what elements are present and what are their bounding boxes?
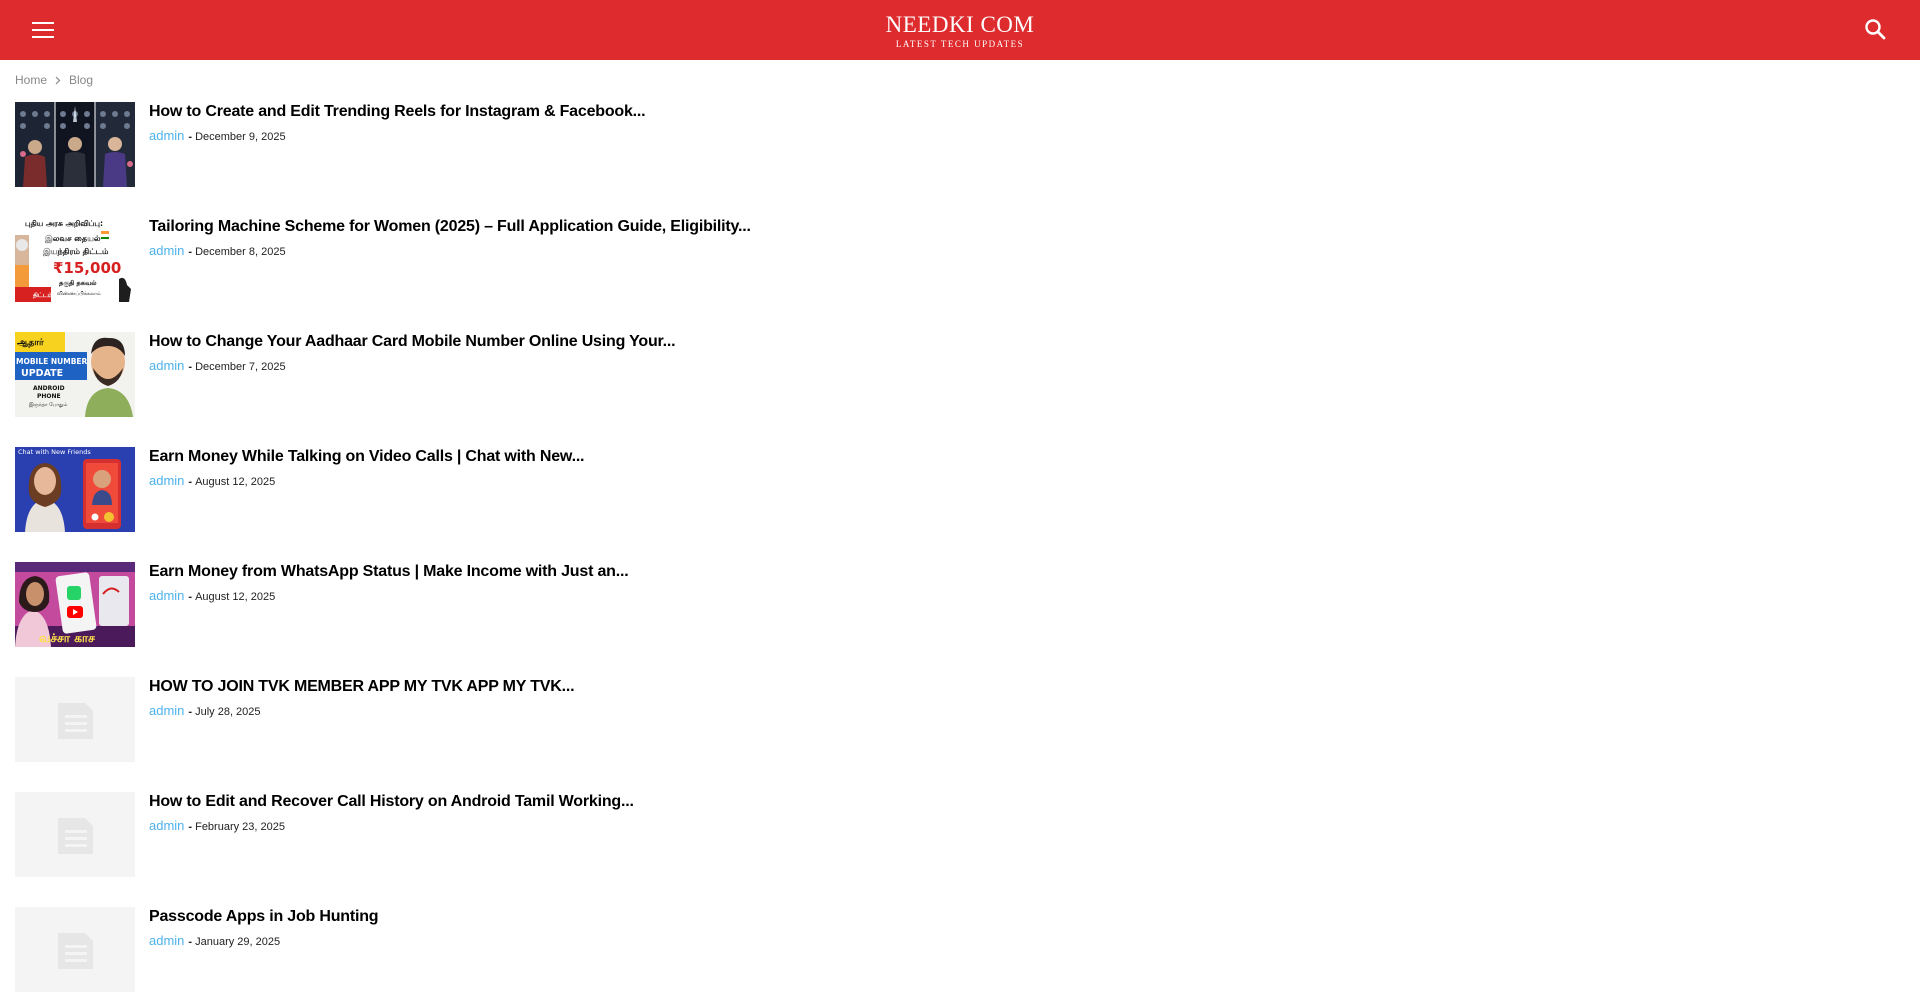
svg-text:PHONE: PHONE xyxy=(37,393,61,400)
post-thumbnail[interactable] xyxy=(15,562,135,647)
svg-text:₹15,000: ₹15,000 xyxy=(53,259,122,277)
post-thumbnail-placeholder[interactable] xyxy=(15,907,135,992)
post-title-link[interactable]: Passcode Apps in Job Hunting xyxy=(149,908,379,925)
svg-text:ANDROID: ANDROID xyxy=(33,385,65,392)
post-author-link[interactable]: admin xyxy=(149,473,185,488)
breadcrumb-home-link[interactable]: Home xyxy=(15,73,48,87)
post-meta: admin - August 12, 2025 xyxy=(149,473,276,488)
post-thumbnail[interactable] xyxy=(15,102,135,187)
post-thumbnail[interactable] xyxy=(15,332,135,417)
list-item xyxy=(15,217,1895,302)
post-author-link[interactable]: admin xyxy=(149,128,185,143)
post-date: December 9, 2025 xyxy=(195,131,286,143)
post-title-link[interactable]: How to Create and Edit Trending Reels for Instagram & Facebook... xyxy=(149,103,646,120)
post-author-link[interactable]: admin xyxy=(149,818,185,833)
post-date: August 12, 2025 xyxy=(195,591,276,603)
svg-text:வச்சா காச: வச்சா காச xyxy=(39,631,95,645)
list-item xyxy=(15,332,1895,417)
document-icon xyxy=(58,933,93,969)
svg-text:Chat with New Friends: Chat with New Friends xyxy=(18,448,91,456)
svg-text:இலவச தையல்: இலவச தையல் xyxy=(45,234,101,243)
post-title-link[interactable]: How to Edit and Recover Call History on Android Tamil Working... xyxy=(149,793,634,810)
list-item xyxy=(15,102,1895,187)
list-item xyxy=(15,447,1895,532)
site-title[interactable]: NEEDKI COM xyxy=(885,12,1035,37)
post-thumbnail-placeholder[interactable] xyxy=(15,792,135,877)
post-meta: admin - July 28, 2025 xyxy=(149,703,261,718)
svg-text:MOBILE NUMBER: MOBILE NUMBER xyxy=(16,357,88,366)
post-meta: admin - December 7, 2025 xyxy=(149,358,286,373)
post-title-link[interactable]: Earn Money from WhatsApp Status | Make Income with Just an... xyxy=(149,563,629,580)
svg-text:ஆதார்: ஆதார் xyxy=(17,338,44,348)
document-icon xyxy=(58,818,93,854)
post-meta: admin - January 29, 2025 xyxy=(149,933,281,948)
post-author-link[interactable]: admin xyxy=(149,243,185,258)
search-icon[interactable] xyxy=(1862,16,1890,44)
post-title-link[interactable]: HOW TO JOIN TVK MEMBER APP MY TVK APP MY TVK... xyxy=(149,678,575,695)
svg-text:தகுதி தகவல்: தகுதி தகவல் xyxy=(59,279,97,287)
list-item xyxy=(15,562,1895,647)
post-meta: admin - February 23, 2025 xyxy=(149,818,285,833)
thumb-badge-text: திட்டம் xyxy=(33,292,53,299)
post-thumbnail-placeholder[interactable] xyxy=(15,677,135,762)
svg-text:இருந்தா போதும்: இருந்தா போதும் xyxy=(29,402,68,408)
post-date: February 23, 2025 xyxy=(195,821,285,833)
svg-text:விண்ணப்பிக்கலாம்: விண்ணப்பிக்கலாம் xyxy=(57,291,101,297)
list-item xyxy=(15,677,1895,762)
post-date: July 28, 2025 xyxy=(195,706,261,718)
post-date: January 29, 2025 xyxy=(195,936,281,948)
post-author-link[interactable]: admin xyxy=(149,703,185,718)
document-icon xyxy=(58,703,93,739)
post-author-link[interactable]: admin xyxy=(149,588,185,603)
post-meta: admin - December 8, 2025 xyxy=(149,243,286,258)
post-author-link[interactable]: admin xyxy=(149,358,185,373)
breadcrumb-current: Blog xyxy=(69,73,94,87)
list-item xyxy=(15,792,1895,877)
list-item xyxy=(15,907,1895,992)
post-thumbnail[interactable] xyxy=(15,447,135,532)
site-tagline: LATEST TECH UPDATES xyxy=(895,39,1025,49)
breadcrumb xyxy=(15,73,93,87)
post-title-link[interactable]: Tailoring Machine Scheme for Women (2025) – Full Application Guide, Eligibility... xyxy=(149,218,751,235)
post-meta: admin - August 12, 2025 xyxy=(149,588,276,603)
post-date: December 8, 2025 xyxy=(195,246,286,258)
post-title-link[interactable]: Earn Money While Talking on Video Calls | Chat with New... xyxy=(149,448,585,465)
post-date: December 7, 2025 xyxy=(195,361,286,373)
svg-text:UPDATE: UPDATE xyxy=(21,368,64,379)
post-meta: admin - December 9, 2025 xyxy=(149,128,286,143)
site-logo[interactable] xyxy=(0,12,1920,50)
post-author-link[interactable]: admin xyxy=(149,933,185,948)
svg-text:புதிய அரசு அறிவிப்பு:: புதிய அரசு அறிவிப்பு: xyxy=(25,219,103,228)
svg-text:இயந்திரம் திட்டம்: இயந்திரம் திட்டம் xyxy=(43,247,109,256)
site-header xyxy=(0,0,1920,60)
post-title-link[interactable]: How to Change Your Aadhaar Card Mobile Number Online Using Your... xyxy=(149,333,676,350)
post-thumbnail[interactable] xyxy=(15,217,135,302)
chevron-right-icon xyxy=(55,76,61,85)
post-date: August 12, 2025 xyxy=(195,476,276,488)
